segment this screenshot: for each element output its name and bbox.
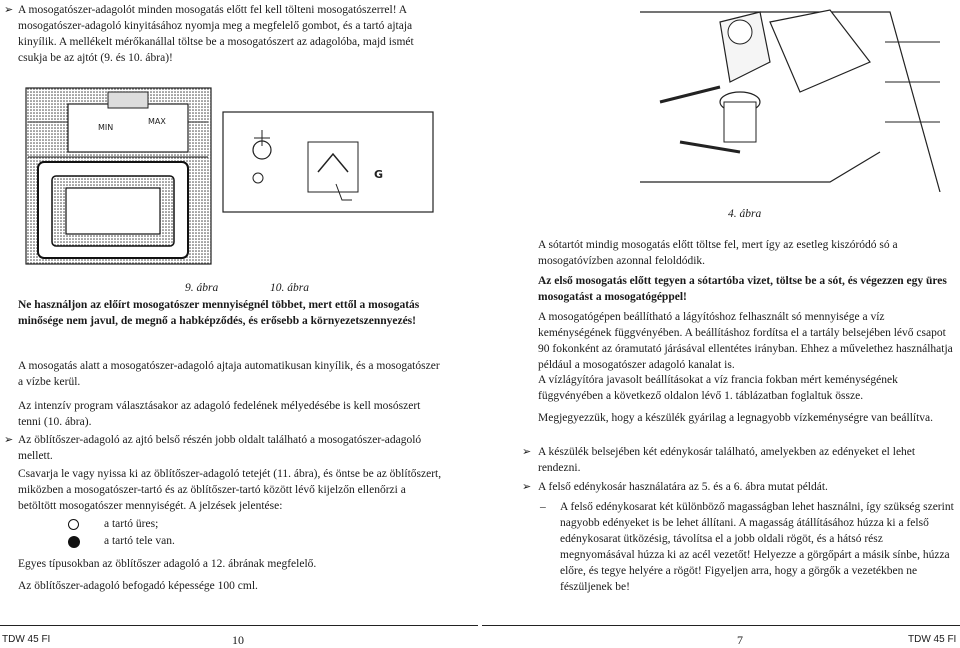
empty-circle-icon (68, 519, 79, 530)
arrow-bullet-icon: ➢ (4, 3, 14, 16)
racks-text: A készülék belsejében két edénykosár található, amelyekben az edényeket el lehet rendezni. (538, 446, 916, 474)
figure-4-caption: 4. ábra (728, 208, 762, 220)
footer-right-page: 7 (737, 633, 743, 647)
filled-circle-icon (68, 536, 80, 548)
footer-left-page: 10 (232, 633, 244, 647)
factory-setting-text: Megjegyezzük, hogy a készülék gyárilag a legnagyobb vízkeménységre van beállítva. (538, 412, 934, 424)
dispenser-instructions: A mosogatószer-adagolót minden mosogatás előtt fel kell tölteni mosogatószerrel! A mosogatószer-adagoló kinyitásához nyomja meg a megfelelő gombot, és a tartó ajtaja kinyílik. A mellékelt mérőkanállal töltse be a mosogatószert az adagolóba, majd ismét csukja be az ajtót (9. és 10. ábra)! (18, 4, 414, 64)
footer-left-model: TDW 45 FI (2, 634, 51, 645)
auto-open-text: A mosogatás alatt a mosogatószer-adagoló ajtaja automatikusan kinyílik, és a mosogatószer a vízbe kerül. (18, 360, 440, 388)
footer-line-right (482, 625, 960, 626)
salt-container-drawing (640, 2, 960, 192)
dispenser-drawing (18, 82, 438, 272)
symbol-empty-label: a tartó üres; (104, 518, 159, 530)
intensive-program-text: Az intenzív program választásakor az adagoló fedelének mélyedésébe is kell mosószert tenni (10. ábra). (18, 400, 421, 428)
arrow-bullet-icon: ➢ (4, 433, 14, 446)
dash-marker: – (540, 501, 546, 513)
footer-right-model: TDW 45 FI (908, 634, 957, 645)
rinse-dispenser-text: Az öblítőszer-adagoló az ajtó belső részén jobb oldalt található a mosogatószer-adagoló mellett. (18, 434, 422, 462)
figure-9-10 (18, 82, 438, 272)
symbol-full-label: a tartó tele van. (104, 535, 175, 547)
arrow-bullet-icon: ➢ (522, 445, 532, 458)
figure-4 (640, 2, 960, 192)
warning-text: Ne használjon az előírt mosogatószer mennyiségnél többet, mert ettől a mosogatás minősége nem javul, de megnő a habképződés, és erősebb a környezetszennyezés! (18, 299, 420, 327)
figure-9-caption: 9. ábra (185, 282, 219, 294)
softener-text: A mosogatógépen beállítható a lágyítóshoz felhasznált só mennyisége a víz keménységének függvényében. A beállításhoz fordítsa el a tartály belsejében lévő csapot 90 fokonként az óramutató járásával ellentétes irányban. Ehhez a művelethez használhatja például a mosogatószer adagoló kanalat is. (538, 311, 953, 371)
svg-text:MAX: MAX (148, 117, 166, 126)
svg-text:MIN: MIN (98, 123, 114, 132)
upper-rack-text: A felső edénykosár használatára az 5. és a 6. ábra mutat példát. (538, 481, 828, 493)
footer-line-left (0, 625, 478, 626)
figure-10-caption: 10. ábra (270, 282, 309, 294)
open-rinse-text: Csavarja le vagy nyissa ki az öblítőszer-adagoló tetejét (11. ábra), és öntse be az öblítőszert, miközben a mosogatószer-tartó és az öblítőszer-tartó között lévő kijelzőn ellenőrzi a betöltött mosogatószer mennyiségét. A jelzések jelentése: (18, 468, 442, 512)
upper-rack-adjust-text: A felső edénykosarat két különböző magasságban lehet használni, így szükség szerint nagyobb edényeket is be lehet állítani. A magasság átállításához húzza ki a felső edénykosarat ütközésig, távolítsa el a jobb oldali rögöt, és a hátsó rész megnyomásával húzza ki az acél vezetőt! Helyezze a görgőpárt a másik sínbe, húzza előre, és tegye helyére a rögöt! Figyeljen arra, hogy a görgők a vezetékben ne fészüljenek be! (560, 501, 954, 593)
capacity-text: Az öblítőszer-adagoló befogadó képessége 100 cml. (18, 580, 258, 592)
salt-fill-text: A sótartót mindig mosogatás előtt töltse fel, mert így az esetleg kiszóródó só a mosogatóvízben azonnal feloldódik. (538, 239, 898, 267)
arrow-bullet-icon: ➢ (522, 480, 532, 493)
first-wash-text: Az első mosogatás előtt tegyen a sótartóba vizet, töltse be a sót, és végezzen egy üres mosogatást a mosogatógéppel! (538, 275, 947, 303)
hardness-text: A vízlágyítóra javasolt beállításokat a víz francia fokban mért keménységének függvényében a következő oldalon lévő 1. táblázatban foglaltuk össze. (538, 374, 898, 402)
svg-text:G: G (374, 168, 384, 181)
types-text: Egyes típusokban az öblítőszer adagoló a 12. ábrának megfelelő. (18, 558, 317, 570)
